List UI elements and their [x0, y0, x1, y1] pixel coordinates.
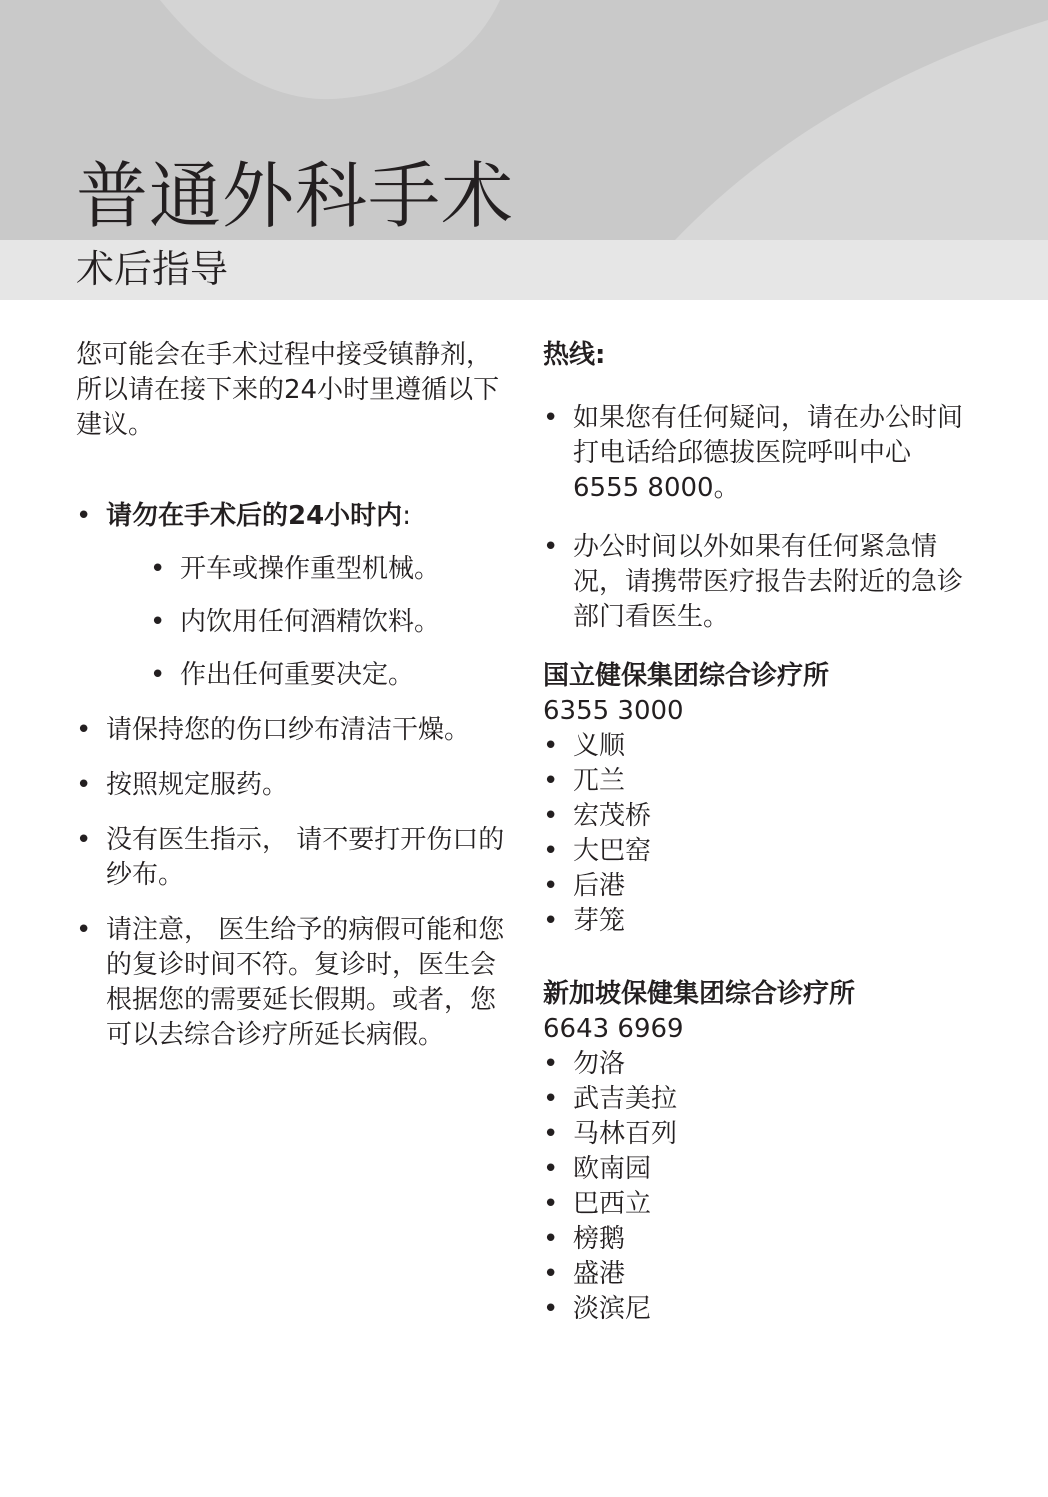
- clinic-location: • 宏茂桥: [543, 799, 963, 834]
- clinic-phone: 6355 3000: [543, 696, 684, 726]
- clinic-location: • 武吉美拉: [543, 1082, 963, 1117]
- clinic-location-list: [543, 1047, 963, 1327]
- restriction-sublist: [150, 552, 506, 693]
- hotline-item: • 如果您有任何疑问，请在办公时间打电话给邱德拔医院呼叫中心 6555 8000。: [543, 401, 963, 506]
- hotline-list: [543, 401, 963, 635]
- clinic-location: • 盛港: [543, 1257, 963, 1292]
- list-item: • 请保持您的伤口纱布清洁干燥。: [76, 713, 506, 748]
- sub-list-item: • 作出任何重要决定。: [150, 658, 506, 693]
- clinic-location: • 马林百列: [543, 1117, 963, 1152]
- right-column: [543, 338, 963, 1327]
- instruction-list: [76, 499, 506, 1053]
- clinic-name: 国立健保集团综合诊疗所: [543, 661, 830, 691]
- left-column: [76, 338, 506, 1073]
- clinic-location: • 后港: [543, 869, 963, 904]
- clinic-location: • 大巴窑: [543, 834, 963, 869]
- list-item: • 按照规定服药。: [76, 768, 506, 803]
- list-item: [76, 499, 506, 693]
- sub-list-item: • 开车或操作重型机械。: [150, 552, 506, 587]
- header-banner: [0, 0, 1048, 300]
- sub-list-item: • 内饮用任何酒精饮料。: [150, 605, 506, 640]
- hotline-item: • 办公时间以外如果有任何紧急情况，请携带医疗报告去附近的急诊部门看医生。: [543, 530, 963, 635]
- intro-paragraph: 您可能会在手术过程中接受镇静剂，所以请在接下来的24小时里遵循以下建议。: [76, 340, 500, 440]
- list-item: • 请注意， 医生给予的病假可能和您的复诊时间不符。复诊时，医生会根据您的需要延长假期。或者，您可以去综合诊疗所延长病假。: [76, 913, 506, 1053]
- clinic-group-nhg: [543, 659, 963, 939]
- clinic-location: • 淡滨尼: [543, 1292, 963, 1327]
- clinic-location: • 巴西立: [543, 1187, 963, 1222]
- list-item: • 没有医生指示， 请不要打开伤口的纱布。: [76, 823, 506, 893]
- clinic-location-list: [543, 729, 963, 939]
- hotline-heading: 热线:: [543, 340, 606, 370]
- clinic-location: • 欧南园: [543, 1152, 963, 1187]
- restriction-heading-colon: :: [402, 501, 411, 531]
- restriction-heading: 请勿在手术后的24小时内: [106, 501, 403, 531]
- clinic-name: 新加坡保健集团综合诊疗所: [543, 979, 856, 1009]
- clinic-location: • 芽笼: [543, 904, 963, 939]
- clinic-location: • 勿洛: [543, 1047, 963, 1082]
- page-title: 普通外科手术: [76, 154, 515, 238]
- clinic-location: • 兀兰: [543, 764, 963, 799]
- page-subtitle: 术后指导: [76, 247, 229, 291]
- clinic-phone: 6643 6969: [543, 1014, 684, 1044]
- clinic-location: • 义顺: [543, 729, 963, 764]
- clinic-group-singhealth: [543, 977, 963, 1327]
- clinic-location: • 榜鹅: [543, 1222, 963, 1257]
